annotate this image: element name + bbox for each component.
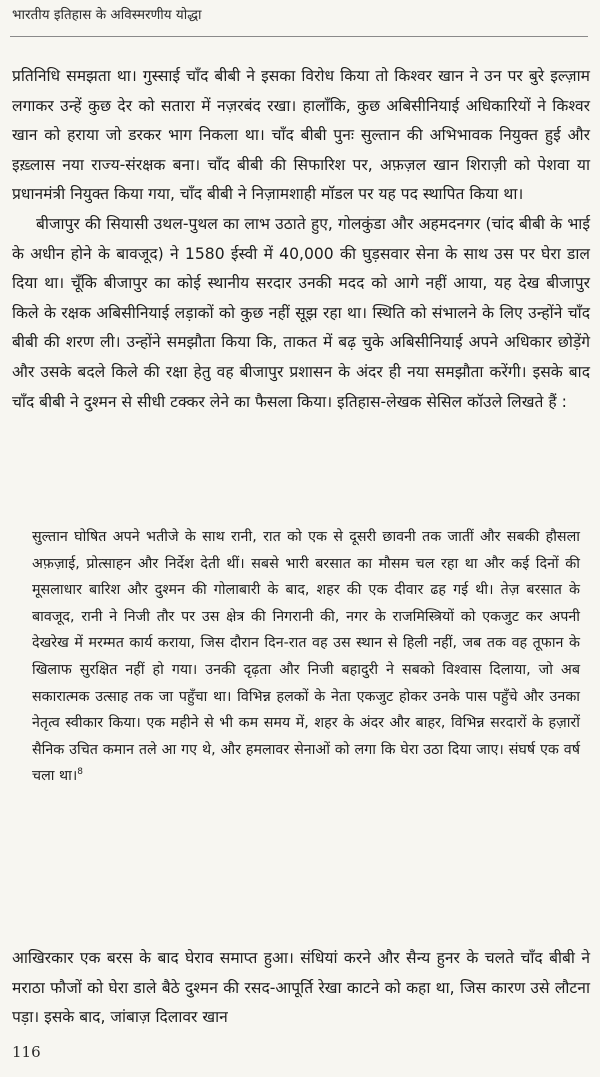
paragraph-1: प्रतिनिधि समझता था। गुस्साई चाँद बीबी ने इसका विरोध किया तो किश्वर खान ने उन पर बुरे इल्ज़ाम लगाकर उन्हें कुछ देर को सतारा में नज़रबंद रखा। हालाँकि, कुछ अबिसीनियाई अधिकारियों ने किश्वर खान को हराया जो डरकर भाग निकला था। चाँद बीबी पुनः सुल्तान की अभिभावक नियुक्त हुई और इख़्लास नया राज्य-संरक्षक बना। चाँद बीबी की सिफारिश पर, अफ़ज़ल खान शिराज़ी को पेशवा या प्रधानमंत्री नियुक्त किया गया, चाँद बीबी ने निज़ामशाही मॉडल पर यह पद स्थापित किया था। bbox=[12, 67, 590, 204]
closing-text bbox=[12, 944, 590, 1033]
block-quote-text bbox=[32, 524, 580, 790]
header-rule bbox=[10, 36, 588, 37]
body-text bbox=[12, 62, 590, 417]
paragraph-2: बीजापुर की सियासी उथल-पुथल का लाभ उठाते हुए, गोलकुंडा और अहमदनगर (चांद बीबी के भाई के अधीन होने के बावजूद) ने 1580 ईस्वी में 40,000 की घुड़सवार सेना के साथ उस पर घेरा डाल दिया था। चूँकि बीजापुर का कोई स्थानीय सरदार उनकी मदद को आगे नहीं आया, यह देख बीजापुर किले के रक्षक अबिसीनियाई लड़ाकों को कुछ नहीं सूझ रहा था। स्थिति को संभालने के लिए उन्होंने चाँद बीबी की शरण ली। उन्होंने समझौता किया कि, ताकत में बढ़ चुके अबिसीनियाई अपने अधिकार छोड़ेंगे और उसके बदले किले की रक्षा हेतु वह बीजापुर प्रशासन के अंदर ही नया समझौता करेंगी। इसके बाद चाँद बीबी ने दुश्मन से सीधी टक्कर लेने का फैसला किया। इतिहास-लेखक सेसिल कॉउले लिखते हैं : bbox=[12, 214, 590, 411]
footnote-reference: 8 bbox=[77, 767, 84, 778]
quote-text: सुल्तान घोषित अपने भतीजे के साथ रानी, रात को एक से दूसरी छावनी तक जातीं और सबकी हौसला अफ़ज़ाई, प्रोत्साहन और निर्देश देती थीं। सबसे भारी बरसात का मौसम चल रहा था और कई दिनों की मूसलाधार बारिश और दुश्मन की गोलाबारी के बाद, शहर की एक दीवार ढह गई थी। तेज़ बरसात के बावजूद, रानी ने निजी तौर पर उस क्षेत्र की निगरानी की, नगर के राजमिस्त्रियों को एकजुट कर अपनी देखरेख में मरम्मत कार्य कराया, जिस दौरान दिन-रात वह उस स्थान से हिली नहीं, जब तक वह तूफान के खिलाफ सुरक्षित नहीं हो गया। उनकी दृढ़ता और निजी बहादुरी ने सबको विश्वास दिलाया, जो अब सकारात्मक उत्साह तक जा पहुँचा था। विभिन्न हलकों के नेता एकजुट होकर उनके पास पहुँचे और उनका नेतृत्व स्वीकार किया। एक महीने से भी कम समय में, शहर के अंदर और बाहर, विभिन्न सरदारों के हज़ारों सैनिक उचित कमान तले आ गए थे, और हमलावर सेनाओं को लगा कि घेरा उठा दिया जाए। संघर्ष एक वर्ष चला था। bbox=[32, 529, 580, 785]
paragraph-3: आखिरकार एक बरस के बाद घेराव समाप्त हुआ। संधियां करने और सैन्य हुनर के चलते चाँद बीबी ने मराठा फौजों को घेरा डाले बैठे दुश्मन की रसद-आपूर्ति रेखा काटने को कहा था, जिस कारण उसे लौटना पड़ा। इसके बाद, जांबाज़ दिलावर खान bbox=[12, 949, 590, 1027]
page-number: 116 bbox=[12, 1043, 41, 1061]
running-head: भारतीय इतिहास के अविस्मरणीय योद्धा bbox=[12, 7, 202, 23]
block-quote bbox=[32, 524, 580, 790]
